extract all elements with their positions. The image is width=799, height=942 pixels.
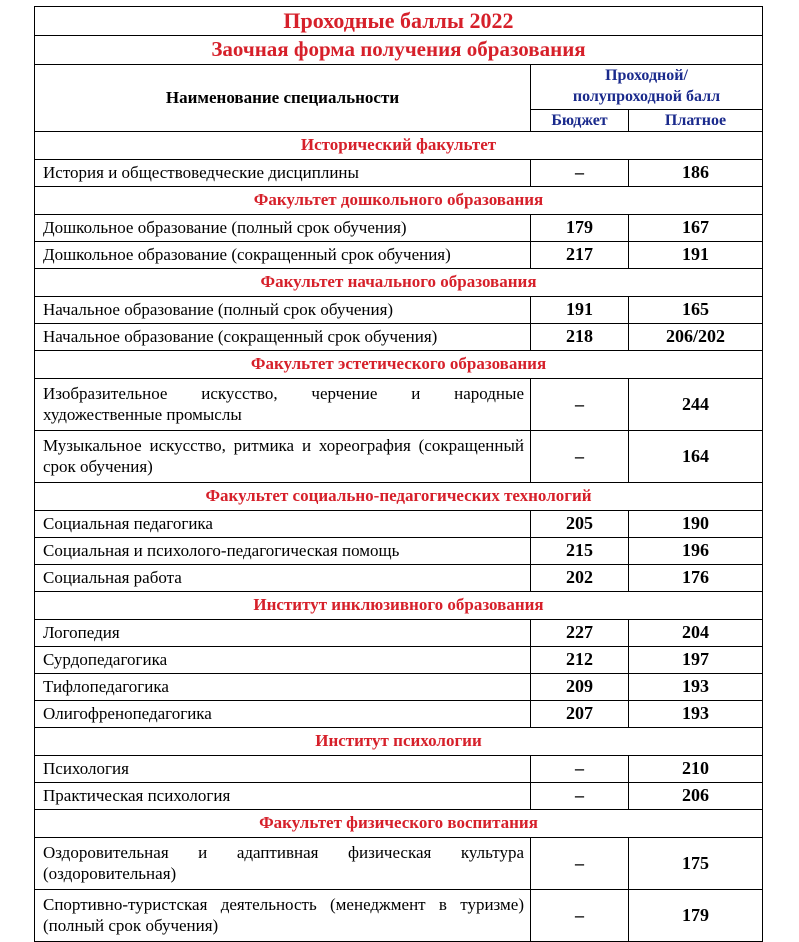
budget-score: 207: [531, 701, 629, 728]
paid-score: 186: [629, 160, 763, 187]
faculty-name: Институт инклюзивного образования: [35, 592, 763, 620]
table-row: [35, 538, 763, 565]
specialty-name: Олигофренопедагогика: [35, 701, 531, 728]
budget-score: –: [531, 431, 629, 483]
budget-score: 218: [531, 324, 629, 351]
table-row: [35, 431, 763, 483]
paid-score: 206/202: [629, 324, 763, 351]
paid-score: 193: [629, 674, 763, 701]
table-row: [35, 838, 763, 890]
paid-score: 164: [629, 431, 763, 483]
paid-score: 167: [629, 215, 763, 242]
specialty-name: Социальная и психолого-педагогическая помощь: [35, 538, 531, 565]
budget-score: –: [531, 379, 629, 431]
faculty-row: [35, 592, 763, 620]
faculty-name: Факультет дошкольного образования: [35, 187, 763, 215]
specialty-name: Социальная работа: [35, 565, 531, 592]
budget-score: 212: [531, 647, 629, 674]
budget-score: 227: [531, 620, 629, 647]
table-row: [35, 565, 763, 592]
budget-score: 217: [531, 242, 629, 269]
faculty-row: [35, 187, 763, 215]
paid-score: 179: [629, 890, 763, 942]
paid-score: 196: [629, 538, 763, 565]
budget-score: –: [531, 756, 629, 783]
paid-score: 176: [629, 565, 763, 592]
specialty-name: Оздоровительная и адаптивная физическая культура (оздоровительная): [35, 838, 531, 890]
paid-score: 175: [629, 838, 763, 890]
faculty-row: [35, 132, 763, 160]
specialty-name: Сурдопедагогика: [35, 647, 531, 674]
specialty-name: История и обществоведческие дисциплины: [35, 160, 531, 187]
faculty-name: Факультет начального образования: [35, 269, 763, 297]
table-row: [35, 511, 763, 538]
specialty-name: Начальное образование (полный срок обучения): [35, 297, 531, 324]
faculty-row: [35, 269, 763, 297]
specialty-name: Тифлопедагогика: [35, 674, 531, 701]
page-subtitle: Заочная форма получения образования: [35, 36, 763, 65]
paid-score: 165: [629, 297, 763, 324]
header-budget: Бюджет: [531, 110, 629, 132]
header-score-column: [531, 65, 763, 110]
specialty-name: Социальная педагогика: [35, 511, 531, 538]
paid-score: 204: [629, 620, 763, 647]
table-row: [35, 620, 763, 647]
budget-score: 209: [531, 674, 629, 701]
paid-score: 193: [629, 701, 763, 728]
budget-score: –: [531, 160, 629, 187]
paid-score: 210: [629, 756, 763, 783]
specialty-name: Психология: [35, 756, 531, 783]
faculty-name: Институт психологии: [35, 728, 763, 756]
specialty-name: Дошкольное образование (полный срок обучения): [35, 215, 531, 242]
paid-score: 244: [629, 379, 763, 431]
paid-score: 190: [629, 511, 763, 538]
specialty-name: Изобразительное искусство, черчение и народные художественные промыслы: [35, 379, 531, 431]
paid-score: 191: [629, 242, 763, 269]
faculty-name: Факультет социально-педагогических технологий: [35, 483, 763, 511]
specialty-name: Практическая психология: [35, 783, 531, 810]
specialty-name: Музыкальное искусство, ритмика и хореография (сокращенный срок обучения): [35, 431, 531, 483]
faculty-row: [35, 810, 763, 838]
budget-score: 205: [531, 511, 629, 538]
faculty-row: [35, 483, 763, 511]
faculty-row: [35, 728, 763, 756]
budget-score: 215: [531, 538, 629, 565]
table-row: [35, 890, 763, 942]
specialty-name: Дошкольное образование (сокращенный срок обучения): [35, 242, 531, 269]
page-title: Проходные баллы 2022: [35, 7, 763, 36]
table-row: [35, 242, 763, 269]
faculty-name: Исторический факультет: [35, 132, 763, 160]
paid-score: 197: [629, 647, 763, 674]
faculty-name: Факультет физического воспитания: [35, 810, 763, 838]
budget-score: –: [531, 783, 629, 810]
specialty-name: Спортивно-туристская деятельность (менеджмент в туризме) (полный срок обучения): [35, 890, 531, 942]
budget-score: 191: [531, 297, 629, 324]
table-row: [35, 215, 763, 242]
header-score-label: Проходной/ полупроходной балл: [572, 67, 721, 105]
paid-score: 206: [629, 783, 763, 810]
budget-score: 202: [531, 565, 629, 592]
table-row: [35, 379, 763, 431]
table-row: [35, 297, 763, 324]
specialty-name: Логопедия: [35, 620, 531, 647]
budget-score: –: [531, 838, 629, 890]
table-row: [35, 701, 763, 728]
header-paid: Платное: [629, 110, 763, 132]
table-row: [35, 674, 763, 701]
scores-table: [34, 6, 763, 942]
table-row: [35, 324, 763, 351]
header-name-column: Наименование специальности: [35, 65, 531, 132]
budget-score: 179: [531, 215, 629, 242]
faculty-row: [35, 351, 763, 379]
table-row: [35, 160, 763, 187]
table-row: [35, 647, 763, 674]
specialty-name: Начальное образование (сокращенный срок обучения): [35, 324, 531, 351]
faculty-name: Факультет эстетического образования: [35, 351, 763, 379]
table-row: [35, 756, 763, 783]
table-row: [35, 783, 763, 810]
budget-score: –: [531, 890, 629, 942]
